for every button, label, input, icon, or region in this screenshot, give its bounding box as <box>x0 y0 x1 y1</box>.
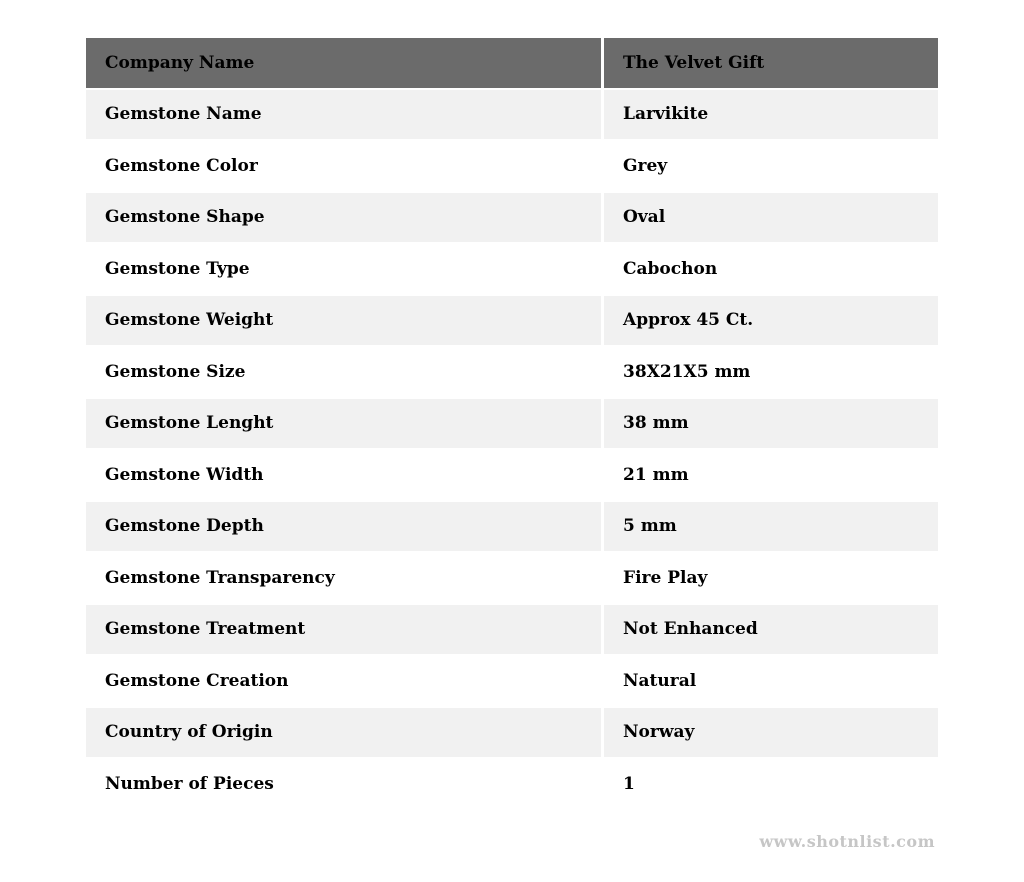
row-value-cell: Approx 45 Ct. <box>604 296 938 346</box>
row-value-cell: Norway <box>604 708 938 758</box>
table-row <box>86 708 938 758</box>
gemstone-spec-table <box>86 38 938 809</box>
row-value-cell: Grey <box>604 141 938 191</box>
row-value-cell: 38 mm <box>604 399 938 449</box>
row-label-cell: Country of Origin <box>86 708 601 758</box>
header-value-cell: The Velvet Gift <box>604 38 938 88</box>
row-value-cell: Fire Play <box>604 553 938 603</box>
row-label-cell: Gemstone Type <box>86 244 601 294</box>
table-row <box>86 296 938 346</box>
row-label-cell: Gemstone Creation <box>86 656 601 706</box>
row-label-cell: Gemstone Size <box>86 347 601 397</box>
row-value-cell: Natural <box>604 656 938 706</box>
table-row <box>86 656 938 706</box>
row-label-cell: Gemstone Name <box>86 90 601 140</box>
row-value-cell: Cabochon <box>604 244 938 294</box>
table-row <box>86 502 938 552</box>
table-row <box>86 759 938 809</box>
site-watermark: www.shotnlist.com <box>759 832 935 851</box>
row-value-cell: 21 mm <box>604 450 938 500</box>
row-value-cell: 1 <box>604 759 938 809</box>
table-header-row <box>86 38 938 88</box>
row-label-cell: Gemstone Transparency <box>86 553 601 603</box>
table-row <box>86 553 938 603</box>
table-row <box>86 347 938 397</box>
table-row <box>86 141 938 191</box>
row-value-cell: 38X21X5 mm <box>604 347 938 397</box>
table-body <box>86 90 938 809</box>
header-label-cell: Company Name <box>86 38 601 88</box>
table-row <box>86 605 938 655</box>
row-label-cell: Gemstone Depth <box>86 502 601 552</box>
row-label-cell: Gemstone Width <box>86 450 601 500</box>
row-value-cell: Not Enhanced <box>604 605 938 655</box>
row-label-cell: Gemstone Lenght <box>86 399 601 449</box>
row-label-cell: Gemstone Shape <box>86 193 601 243</box>
row-label-cell: Gemstone Treatment <box>86 605 601 655</box>
row-label-cell: Gemstone Color <box>86 141 601 191</box>
table-row <box>86 244 938 294</box>
row-label-cell: Gemstone Weight <box>86 296 601 346</box>
table-row <box>86 399 938 449</box>
table-row <box>86 90 938 140</box>
table-row <box>86 193 938 243</box>
row-value-cell: 5 mm <box>604 502 938 552</box>
table-row <box>86 450 938 500</box>
row-value-cell: Larvikite <box>604 90 938 140</box>
row-value-cell: Oval <box>604 193 938 243</box>
row-label-cell: Number of Pieces <box>86 759 601 809</box>
